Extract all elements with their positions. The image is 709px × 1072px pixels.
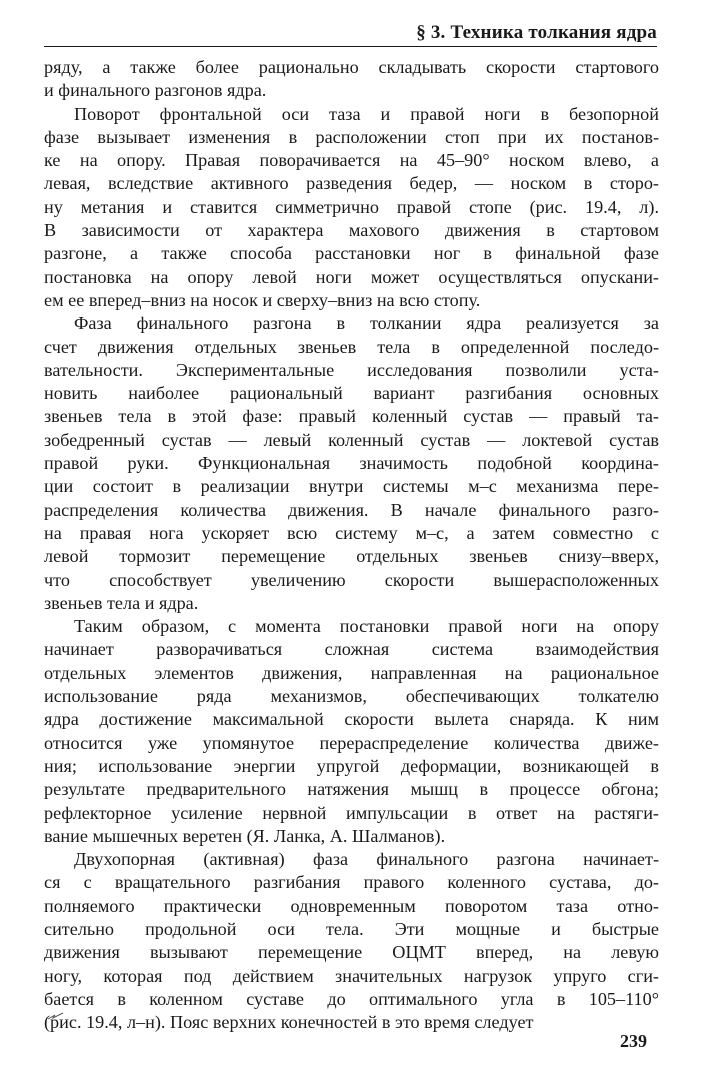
text-line: ядра достижение максимальной скорости вылета снаряда. К ним — [44, 709, 659, 730]
section-title: § 3. Техника толкания ядра — [416, 22, 657, 43]
text-line: ся с вращательного разгибания правого коленного сустава, до- — [44, 872, 659, 893]
text-line: Поворот фронтальной оси таза и правой ноги в безопорной — [74, 103, 659, 124]
text-line: постановка на опору левой ноги может осуществляться опускани- — [44, 266, 659, 287]
text-line: зобедренный сустав — левый коленный сустав — локтевой сустав — [44, 429, 659, 450]
text-line: использование ряда механизмов, обеспечивающих толкателю — [44, 686, 659, 707]
text-line: полняемого практически одновременным поворотом таза отно- — [44, 895, 659, 916]
paragraph — [44, 312, 659, 615]
text-line: ряду, а также более рационально складывать скорости стартового — [44, 57, 659, 77]
text-line: Таким образом, с момента постановки правой ноги на опору — [74, 616, 659, 637]
text-line: звеньев тела в этой фазе: правый коленный сустав — правый та- — [44, 406, 659, 427]
text-line: отдельных элементов движения, направленная на рациональное — [44, 662, 659, 683]
text-line: Двухопорная (активная) фаза финального разгона начинает- — [74, 849, 659, 870]
text-line: результате предварительного натяжения мышц в процессе обгона; — [44, 779, 659, 800]
text-line: счет движения отдельных звеньев тела в определенной последо- — [44, 336, 659, 357]
page-body — [44, 56, 659, 1034]
paragraph — [44, 615, 659, 848]
text-line: относится уже упомянутое перераспределение количества движе- — [44, 732, 659, 753]
paragraph — [44, 848, 659, 1034]
text-line: что способствует увеличению скорости вышерасположенных — [44, 569, 659, 590]
text-line: вательности. Экспериментальные исследования позволили уста- — [44, 359, 659, 380]
text-line: (рис. 19.4, л–н). Пояс верхних конечностей в это время следует — [44, 1012, 534, 1033]
text-line: звеньев тела и ядра. — [44, 592, 199, 613]
text-line: движения вызывают перемещение ОЦМТ вперед, на левую — [44, 942, 659, 963]
text-line: бается в коленном суставе до оптимального угла в 105–110° — [44, 988, 659, 1009]
running-header — [44, 18, 657, 47]
text-line: сительно продольной оси тела. Эти мощные и быстрые — [44, 918, 659, 939]
text-line: распределения количества движения. В начале финального разго- — [44, 499, 659, 520]
text-line: В зависимости от характера махового движения в стартовом — [44, 220, 659, 241]
text-line: ции состоит в реализации внутри системы м–с механизма пере- — [44, 476, 659, 497]
text-line: правой руки. Функциональная значимость подобной координа- — [44, 453, 659, 474]
text-line: ногу, которая под действием значительных нагрузок упруго сги- — [44, 965, 659, 986]
text-line: левая, вследствие активного разведения бедер, — носком в сторо- — [44, 173, 659, 194]
paragraph — [44, 56, 659, 103]
text-line: ния; использование энергии упругой деформации, возникающей в — [44, 755, 659, 776]
text-line: вание мышечных веретен (Я. Ланка, А. Шалманов). — [44, 825, 446, 846]
text-line: новить наиболее рациональный вариант разгибания основных — [44, 383, 659, 404]
text-line: начинает разворачиваться сложная система взаимодействия — [44, 639, 659, 660]
page-number: 239 — [620, 1031, 647, 1051]
text-line: рефлекторное усиление нервной импульсации в ответ на растяги- — [44, 802, 659, 823]
text-line: разгоне, а также способа расстановки ног в финальной фазе — [44, 243, 659, 264]
text-line: ке на опору. Правая поворачивается на 45–90° носком влево, а — [44, 150, 659, 171]
text-line: левой тормозит перемещение отдельных звеньев снизу–вверх, — [44, 546, 659, 567]
text-line: фазе вызывает изменения в расположении стоп при их постанов- — [44, 126, 659, 147]
text-line: ем ее вперед–вниз на носок и сверху–вниз на всю стопу. — [44, 289, 481, 310]
text-line: на правая нога ускоряет всю систему м–с, а затем совместно с — [44, 522, 659, 543]
text-line: и финального разгонов ядра. — [44, 80, 267, 101]
text-line: ну метания и ставится симметрично правой стопе (рис. 19.4, л). — [44, 196, 659, 217]
ink-smudge — [46, 1011, 66, 1021]
paragraph — [44, 103, 659, 313]
text-line: Фаза финального разгона в толкании ядра реализуется за — [74, 313, 659, 334]
